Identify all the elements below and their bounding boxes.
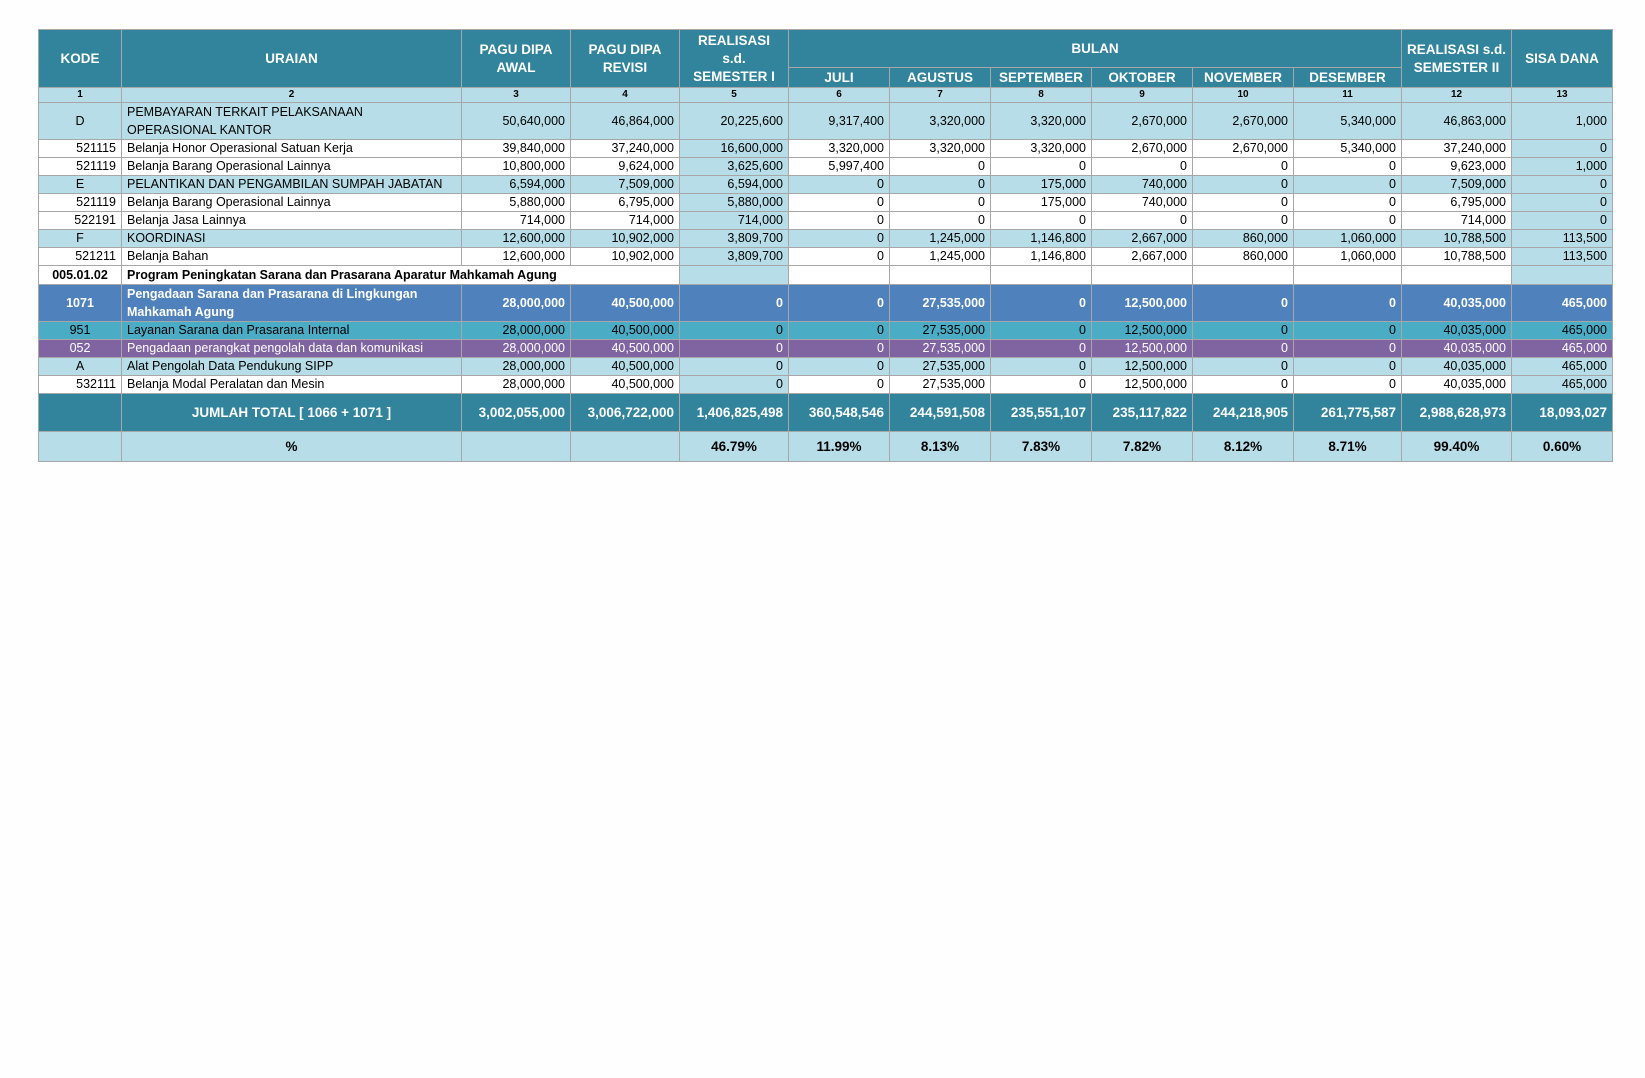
row-uraian: Pengadaan Sarana dan Prasarana di Lingkungan Mahkamah Agung: [122, 285, 462, 322]
row-value: 3,320,000: [890, 103, 991, 140]
row-value: 40,500,000: [571, 340, 680, 358]
row-value: 714,000: [680, 212, 789, 230]
table-row: [39, 230, 1613, 248]
row-value: 0: [991, 158, 1092, 176]
row-value: 175,000: [991, 176, 1092, 194]
row-value: 50,640,000: [462, 103, 571, 140]
row-kode: 522191: [39, 212, 122, 230]
row-value: 0: [1193, 176, 1294, 194]
total-value: 261,775,587: [1294, 394, 1402, 432]
percent-value: 7.82%: [1092, 432, 1193, 462]
header-month: AGUSTUS: [890, 68, 991, 88]
header-month: DESEMBER: [1294, 68, 1402, 88]
row-value: 2,670,000: [1092, 140, 1193, 158]
table-row: [39, 358, 1613, 376]
row-value: 27,535,000: [890, 285, 991, 322]
row-value: 0: [789, 285, 890, 322]
column-number: 9: [1092, 88, 1193, 103]
row-value: 0: [680, 376, 789, 394]
row-value: 46,863,000: [1402, 103, 1512, 140]
row-value: 0: [991, 358, 1092, 376]
row-value: 12,600,000: [462, 230, 571, 248]
table-row: [39, 103, 1613, 140]
row-value: 10,902,000: [571, 248, 680, 266]
row-uraian: Belanja Honor Operasional Satuan Kerja: [122, 140, 462, 158]
column-number: 1: [39, 88, 122, 103]
row-value: 860,000: [1193, 248, 1294, 266]
row-value: 0: [789, 212, 890, 230]
row-value: 0: [789, 194, 890, 212]
percent-row: [39, 432, 1613, 462]
row-value: 0: [890, 176, 991, 194]
percent-value: 8.13%: [890, 432, 991, 462]
total-value: 3,006,722,000: [571, 394, 680, 432]
row-value: 9,317,400: [789, 103, 890, 140]
row-value: 27,535,000: [890, 340, 991, 358]
row-value: 2,670,000: [1193, 140, 1294, 158]
header-uraian: URAIAN: [122, 30, 462, 88]
row-value: 40,500,000: [571, 322, 680, 340]
row-value: 0: [890, 212, 991, 230]
header-realisasi-sem2: REALISASI s.d. SEMESTER II: [1402, 30, 1512, 88]
row-value: 0: [789, 176, 890, 194]
column-number: 10: [1193, 88, 1294, 103]
header-pagu-revisi: PAGU DIPA REVISI: [571, 30, 680, 88]
row-value: 0: [890, 158, 991, 176]
percent-value: 99.40%: [1402, 432, 1512, 462]
row-value: 10,800,000: [462, 158, 571, 176]
row-value: 37,240,000: [1402, 140, 1512, 158]
row-value: 5,340,000: [1294, 140, 1402, 158]
row-value: 6,594,000: [462, 176, 571, 194]
row-value: 6,795,000: [1402, 194, 1512, 212]
row-uraian: Belanja Barang Operasional Lainnya: [122, 158, 462, 176]
row-value: 0: [1294, 158, 1402, 176]
row-value: 740,000: [1092, 176, 1193, 194]
row-value: 465,000: [1512, 376, 1613, 394]
table-row: [39, 194, 1613, 212]
column-number: 5: [680, 88, 789, 103]
row-uraian: Belanja Bahan: [122, 248, 462, 266]
row-value: 40,500,000: [571, 376, 680, 394]
row-uraian: Layanan Sarana dan Prasarana Internal: [122, 322, 462, 340]
row-value: 465,000: [1512, 340, 1613, 358]
row-value: [890, 266, 991, 285]
total-value: 2,988,628,973: [1402, 394, 1512, 432]
row-value: [1294, 266, 1402, 285]
total-label: JUMLAH TOTAL [ 1066 + 1071 ]: [122, 394, 462, 432]
row-kode: D: [39, 103, 122, 140]
row-kode: 052: [39, 340, 122, 358]
budget-table: [38, 29, 1613, 462]
row-value: 40,035,000: [1402, 358, 1512, 376]
row-value: 0: [1193, 358, 1294, 376]
row-uraian: PEMBAYARAN TERKAIT PELAKSANAAN OPERASIONAL KANTOR: [122, 103, 462, 140]
row-value: 2,670,000: [1193, 103, 1294, 140]
row-value: 2,670,000: [1092, 103, 1193, 140]
total-kode-cell: [39, 394, 122, 432]
row-value: 3,320,000: [991, 103, 1092, 140]
total-value: 360,548,546: [789, 394, 890, 432]
row-value: 40,500,000: [571, 358, 680, 376]
row-value: 465,000: [1512, 285, 1613, 322]
row-value: 0: [1512, 212, 1613, 230]
column-number: 6: [789, 88, 890, 103]
total-value: 244,591,508: [890, 394, 991, 432]
row-value: 2,667,000: [1092, 230, 1193, 248]
row-value: 6,795,000: [571, 194, 680, 212]
row-value: 465,000: [1512, 358, 1613, 376]
row-value: 46,864,000: [571, 103, 680, 140]
table-row: [39, 212, 1613, 230]
percent-value: 46.79%: [680, 432, 789, 462]
total-value: 3,002,055,000: [462, 394, 571, 432]
row-value: 3,320,000: [789, 140, 890, 158]
row-value: 3,809,700: [680, 230, 789, 248]
row-value: 9,623,000: [1402, 158, 1512, 176]
table-row: [39, 340, 1613, 358]
row-value: 0: [1193, 194, 1294, 212]
row-value: 6,594,000: [680, 176, 789, 194]
row-value: 0: [789, 340, 890, 358]
row-value: 12,500,000: [1092, 340, 1193, 358]
total-value: 18,093,027: [1512, 394, 1613, 432]
row-value: 10,788,500: [1402, 230, 1512, 248]
row-kode: 951: [39, 322, 122, 340]
row-value: 0: [890, 194, 991, 212]
row-value: 20,225,600: [680, 103, 789, 140]
row-value: 0: [991, 285, 1092, 322]
row-value: 7,509,000: [571, 176, 680, 194]
row-value: 3,809,700: [680, 248, 789, 266]
total-value: 235,551,107: [991, 394, 1092, 432]
row-value: 714,000: [571, 212, 680, 230]
row-value: 27,535,000: [890, 358, 991, 376]
row-kode: 521115: [39, 140, 122, 158]
column-number: 7: [890, 88, 991, 103]
row-value: 0: [789, 358, 890, 376]
row-value: 0: [1193, 376, 1294, 394]
row-uraian: Program Peningkatan Sarana dan Prasarana Aparatur Mahkamah Agung: [122, 266, 680, 285]
row-uraian: Belanja Jasa Lainnya: [122, 212, 462, 230]
row-value: 5,880,000: [680, 194, 789, 212]
header-kode: KODE: [39, 30, 122, 88]
percent-value: [462, 432, 571, 462]
row-uraian: KOORDINASI: [122, 230, 462, 248]
row-value: 12,500,000: [1092, 358, 1193, 376]
row-value: 0: [1512, 176, 1613, 194]
row-value: 28,000,000: [462, 358, 571, 376]
row-value: 12,500,000: [1092, 376, 1193, 394]
header-sisa-dana: SISA DANA: [1512, 30, 1613, 88]
total-value: 244,218,905: [1193, 394, 1294, 432]
percent-value: 11.99%: [789, 432, 890, 462]
row-value: 113,500: [1512, 230, 1613, 248]
row-value: 1,000: [1512, 158, 1613, 176]
row-value: 1,146,800: [991, 230, 1092, 248]
table-row: [39, 285, 1613, 322]
row-value: 27,535,000: [890, 376, 991, 394]
row-value: 175,000: [991, 194, 1092, 212]
row-kode: 521119: [39, 194, 122, 212]
row-value: 0: [1294, 176, 1402, 194]
row-value: 0: [1092, 158, 1193, 176]
row-uraian: Belanja Barang Operasional Lainnya: [122, 194, 462, 212]
row-uraian: Alat Pengolah Data Pendukung SIPP: [122, 358, 462, 376]
row-kode: A: [39, 358, 122, 376]
row-value: 0: [1294, 285, 1402, 322]
column-number: 3: [462, 88, 571, 103]
row-kode: 521211: [39, 248, 122, 266]
row-value: 28,000,000: [462, 285, 571, 322]
percent-value: 0.60%: [1512, 432, 1613, 462]
row-value: 40,035,000: [1402, 285, 1512, 322]
row-value: 12,500,000: [1092, 322, 1193, 340]
percent-kode-cell: [39, 432, 122, 462]
row-value: 1,146,800: [991, 248, 1092, 266]
row-value: 5,880,000: [462, 194, 571, 212]
row-value: 0: [1512, 140, 1613, 158]
row-kode: 521119: [39, 158, 122, 176]
row-value: 0: [789, 248, 890, 266]
percent-value: 7.83%: [991, 432, 1092, 462]
table-row: [39, 376, 1613, 394]
header-month: JULI: [789, 68, 890, 88]
percent-value: 8.71%: [1294, 432, 1402, 462]
row-value: 1,000: [1512, 103, 1613, 140]
row-value: 0: [680, 358, 789, 376]
row-value: 714,000: [462, 212, 571, 230]
row-kode: 1071: [39, 285, 122, 322]
row-value: 0: [991, 340, 1092, 358]
column-number: 13: [1512, 88, 1613, 103]
row-value: 28,000,000: [462, 376, 571, 394]
percent-label: %: [122, 432, 462, 462]
row-uraian: PELANTIKAN DAN PENGAMBILAN SUMPAH JABATAN: [122, 176, 462, 194]
row-value: 740,000: [1092, 194, 1193, 212]
percent-value: [571, 432, 680, 462]
row-value: 28,000,000: [462, 340, 571, 358]
row-uraian: Belanja Modal Peralatan dan Mesin: [122, 376, 462, 394]
row-value: 0: [1512, 194, 1613, 212]
row-value: 37,240,000: [571, 140, 680, 158]
row-kode: E: [39, 176, 122, 194]
total-row: [39, 394, 1613, 432]
row-value: 1,245,000: [890, 248, 991, 266]
row-value: 0: [1092, 212, 1193, 230]
row-uraian: Pengadaan perangkat pengolah data dan komunikasi: [122, 340, 462, 358]
row-value: 10,788,500: [1402, 248, 1512, 266]
row-value: 0: [1294, 212, 1402, 230]
header-month: NOVEMBER: [1193, 68, 1294, 88]
row-value: 40,500,000: [571, 285, 680, 322]
row-value: 113,500: [1512, 248, 1613, 266]
row-value: 12,500,000: [1092, 285, 1193, 322]
row-value: 0: [1193, 158, 1294, 176]
row-kode: F: [39, 230, 122, 248]
row-value: 0: [1294, 340, 1402, 358]
row-value: 465,000: [1512, 322, 1613, 340]
row-value: 0: [991, 376, 1092, 394]
header-realisasi-sem1: REALISASI s.d. SEMESTER I: [680, 30, 789, 88]
row-value: 0: [1294, 194, 1402, 212]
row-value: [1512, 266, 1613, 285]
row-value: 0: [1193, 322, 1294, 340]
table-row: [39, 266, 1613, 285]
row-value: 27,535,000: [890, 322, 991, 340]
row-value: 9,624,000: [571, 158, 680, 176]
row-value: [680, 266, 789, 285]
row-value: 0: [680, 285, 789, 322]
row-value: 5,997,400: [789, 158, 890, 176]
row-value: 0: [1193, 340, 1294, 358]
percent-value: 8.12%: [1193, 432, 1294, 462]
row-value: 3,625,600: [680, 158, 789, 176]
row-value: 1,060,000: [1294, 230, 1402, 248]
total-value: 1,406,825,498: [680, 394, 789, 432]
row-value: 40,035,000: [1402, 376, 1512, 394]
row-value: 860,000: [1193, 230, 1294, 248]
row-value: 7,509,000: [1402, 176, 1512, 194]
column-number: 4: [571, 88, 680, 103]
row-value: 10,902,000: [571, 230, 680, 248]
row-value: 0: [789, 230, 890, 248]
row-kode: 532111: [39, 376, 122, 394]
table-row: [39, 322, 1613, 340]
column-number: 12: [1402, 88, 1512, 103]
row-value: 0: [789, 376, 890, 394]
row-value: 5,340,000: [1294, 103, 1402, 140]
row-value: 0: [1193, 285, 1294, 322]
row-value: 28,000,000: [462, 322, 571, 340]
column-number: 8: [991, 88, 1092, 103]
header-month: OKTOBER: [1092, 68, 1193, 88]
table-row: [39, 176, 1613, 194]
row-value: 0: [991, 212, 1092, 230]
row-value: 0: [789, 322, 890, 340]
row-value: 3,320,000: [991, 140, 1092, 158]
row-value: 714,000: [1402, 212, 1512, 230]
row-value: [1092, 266, 1193, 285]
column-number: 2: [122, 88, 462, 103]
row-value: 40,035,000: [1402, 322, 1512, 340]
row-value: 3,320,000: [890, 140, 991, 158]
total-value: 235,117,822: [1092, 394, 1193, 432]
row-value: 16,600,000: [680, 140, 789, 158]
row-value: [991, 266, 1092, 285]
table-row: [39, 248, 1613, 266]
header-bulan: BULAN: [789, 30, 1402, 68]
row-value: 1,060,000: [1294, 248, 1402, 266]
table-row: [39, 140, 1613, 158]
row-value: 39,840,000: [462, 140, 571, 158]
header-month: SEPTEMBER: [991, 68, 1092, 88]
table-row: [39, 158, 1613, 176]
row-value: 0: [1294, 322, 1402, 340]
row-value: 1,245,000: [890, 230, 991, 248]
row-value: 40,035,000: [1402, 340, 1512, 358]
row-value: 2,667,000: [1092, 248, 1193, 266]
column-number: 11: [1294, 88, 1402, 103]
row-value: [789, 266, 890, 285]
row-value: 0: [1193, 212, 1294, 230]
row-kode: 005.01.02: [39, 266, 122, 285]
row-value: 12,600,000: [462, 248, 571, 266]
row-value: [1402, 266, 1512, 285]
row-value: 0: [991, 322, 1092, 340]
row-value: 0: [680, 340, 789, 358]
row-value: 0: [1294, 376, 1402, 394]
row-value: 0: [680, 322, 789, 340]
header-pagu-awal: PAGU DIPA AWAL: [462, 30, 571, 88]
row-value: [1193, 266, 1294, 285]
row-value: 0: [1294, 358, 1402, 376]
